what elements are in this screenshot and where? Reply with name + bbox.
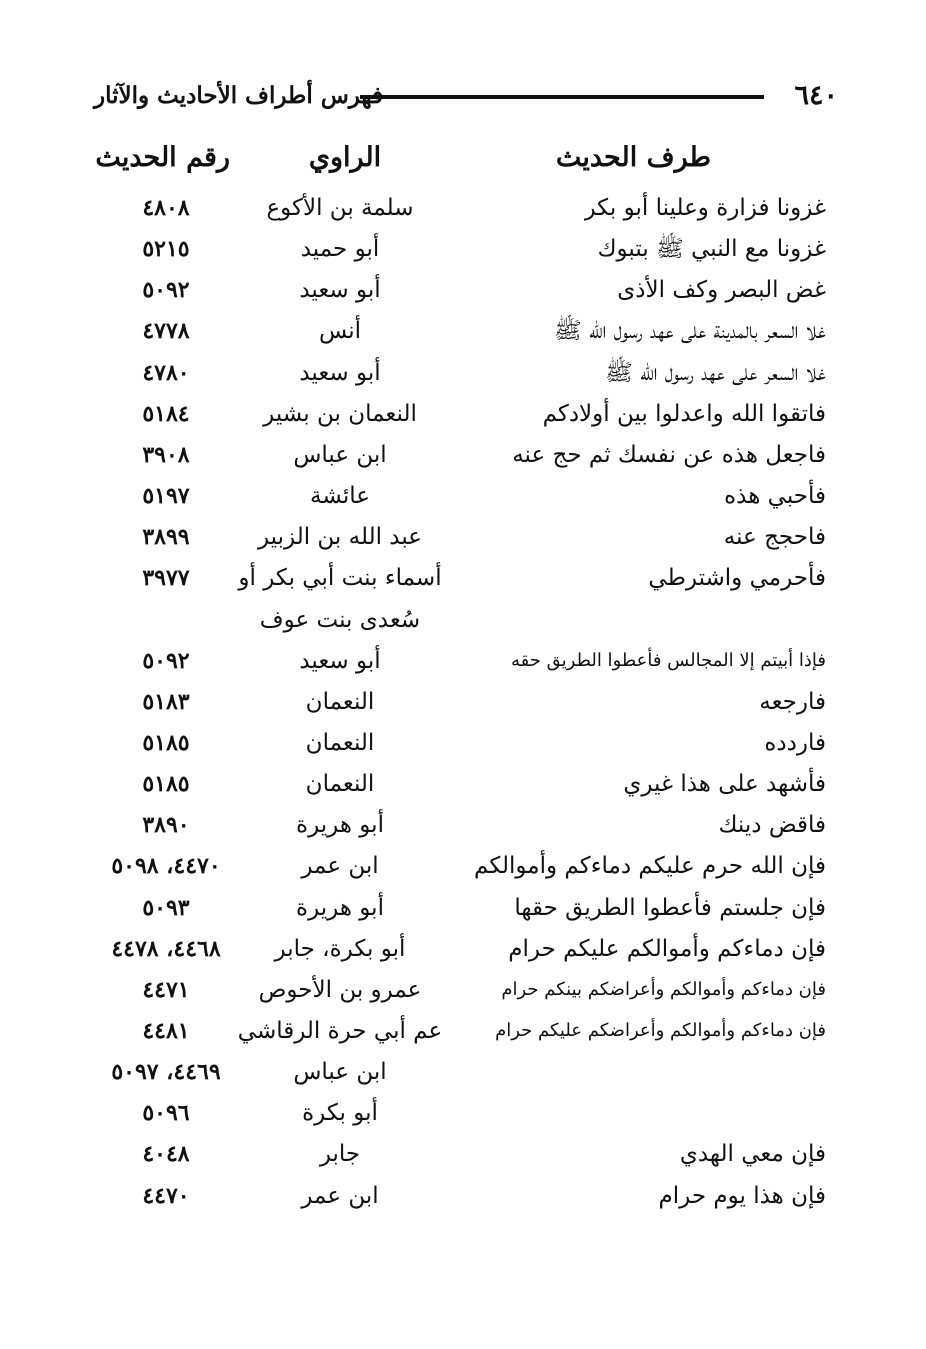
table-row: [0, 764, 926, 804]
narrator: أبو سعيد: [299, 648, 381, 674]
hadith-number: ٥٠٩٢: [142, 277, 190, 303]
hadith-number: ٥١٩٧: [142, 483, 190, 509]
hadith-incipit: غض البصر وكف الأذى: [617, 277, 826, 303]
hadith-incipit: غزونا مع النبي ﷺ بتبوك: [597, 236, 826, 262]
hadith-incipit: غلا السعر بالمدينة على عهد رسول الله ﷺ: [554, 318, 826, 344]
narrator: سُعدى بنت عوف: [259, 607, 421, 633]
table-row: [0, 682, 926, 722]
hadith-number: ٤٠٤٨: [142, 1141, 190, 1167]
hadith-number: ٤٤٧١: [142, 977, 190, 1003]
hadith-number: ٥٠٩٢: [142, 648, 190, 674]
narrator: عمرو بن الأحوص: [258, 977, 422, 1003]
table-row: [0, 435, 926, 475]
table-row: [0, 888, 926, 928]
page-number: ٦٤٠: [794, 80, 838, 111]
table-row: [0, 1052, 926, 1092]
hadith-number: ٥١٨٥: [142, 771, 190, 797]
narrator: أبو حميد: [300, 236, 380, 262]
hadith-incipit: فإن دماءكم وأموالكم عليكم حرام: [508, 936, 826, 962]
hadith-incipit: فإن جلستم فأعطوا الطريق حقها: [514, 895, 826, 921]
table-row: [0, 476, 926, 516]
hadith-incipit: فاقض دينك: [718, 812, 826, 838]
narrator: ابن عمر: [301, 853, 379, 879]
hadith-number: ٤٤٦٨، ٤٤٧٨: [111, 936, 221, 962]
hadith-number: ٥١٨٣: [142, 689, 190, 715]
narrator: أنس: [318, 318, 362, 344]
table-row: [0, 517, 926, 557]
table-row: [0, 723, 926, 763]
hadith-number: ٤٤٧٠: [142, 1183, 190, 1209]
table-row: [0, 188, 926, 228]
hadith-number: ٤٤٨١: [142, 1018, 190, 1044]
table-row: [0, 1011, 926, 1051]
table-row: [0, 641, 926, 681]
hadith-number: ٤٧٨٠: [142, 360, 190, 386]
hadith-number: ٥١٨٤: [142, 401, 190, 427]
hadith-number: ٣٨٩٠: [142, 812, 190, 838]
table-row: [0, 1134, 926, 1174]
hadith-number: ٥١٨٥: [142, 730, 190, 756]
running-title: فهرس أطراف الأحاديث والآثار: [94, 82, 384, 109]
narrator: النعمان: [305, 730, 375, 756]
hadith-incipit: فإن دماءكم وأموالكم وأعراضكم بينكم حرام: [501, 979, 826, 1000]
column-header-number: رقم الحديث: [95, 142, 230, 173]
hadith-incipit: فاحجج عنه: [723, 524, 826, 550]
hadith-incipit: فإذا أبيتم إلا المجالس فأعطوا الطريق حقه: [511, 650, 826, 671]
column-header-narrator: الراوي: [308, 142, 382, 173]
hadith-incipit: غلا السعر على عهد رسول الله ﷺ: [605, 360, 826, 386]
hadith-incipit: فارجعه: [759, 689, 826, 715]
hadith-number: ٤٤٦٩، ٥٠٩٧: [111, 1059, 221, 1085]
table-row: [0, 805, 926, 845]
column-headers: [0, 136, 926, 176]
hadith-incipit: فأحبي هذه: [724, 483, 826, 509]
hadith-incipit: فاردده: [764, 730, 826, 756]
table-row: [0, 1093, 926, 1133]
table-row: [0, 1176, 926, 1216]
narrator: ابن عمر: [301, 1183, 379, 1209]
hadith-incipit: فأحرمي واشترطي: [648, 565, 826, 591]
narrator: سلمة بن الأكوع: [266, 195, 414, 221]
narrator: أسماء بنت أبي بكر أو: [238, 565, 442, 591]
table-row: [0, 229, 926, 269]
narrator: عم أبي حرة الرقاشي: [237, 1018, 443, 1044]
narrator: ابن عباس: [293, 442, 387, 468]
narrator: النعمان: [305, 771, 375, 797]
hadith-incipit: فإن الله حرم عليكم دماءكم وأموالكم: [474, 853, 826, 879]
table-row: [0, 311, 926, 351]
hadith-number: ٤٨٠٨: [142, 195, 190, 221]
narrator: عائشة: [310, 483, 370, 509]
hadith-number: ٤٧٧٨: [142, 318, 190, 344]
hadith-incipit: غزونا فزارة وعلينا أبو بكر: [584, 195, 826, 221]
hadith-incipit: فأشهد على هذا غيري: [623, 771, 826, 797]
table-row: [0, 558, 926, 598]
narrator: أبو هريرة: [296, 812, 384, 838]
table-row: [0, 846, 926, 886]
hadith-number: ٥٠٩٣: [142, 895, 190, 921]
narrator: أبو بكرة، جابر: [274, 936, 406, 962]
hadith-number: ٤٤٧٠، ٥٠٩٨: [111, 853, 221, 879]
hadith-number: ٣٨٩٩: [142, 524, 190, 550]
narrator: أبو سعيد: [299, 360, 381, 386]
narrator: أبو هريرة: [296, 895, 384, 921]
narrator: جابر: [319, 1141, 361, 1167]
hadith-incipit: فاجعل هذه عن نفسك ثم حج عنه: [512, 442, 826, 468]
table-row: [0, 600, 926, 640]
column-header-hadith: طرف الحديث: [555, 142, 711, 173]
narrator: النعمان: [305, 689, 375, 715]
table-row: [0, 270, 926, 310]
table-row: [0, 353, 926, 393]
narrator: ابن عباس: [293, 1059, 387, 1085]
narrator: عبد الله بن الزبير: [257, 524, 423, 550]
narrator: النعمان بن بشير: [263, 401, 417, 427]
running-header: [88, 76, 838, 120]
table-row: [0, 929, 926, 969]
hadith-number: ٣٩٠٨: [142, 442, 190, 468]
hadith-incipit: فاتقوا الله واعدلوا بين أولادكم: [542, 401, 826, 427]
narrator: أبو سعيد: [299, 277, 381, 303]
hadith-number: ٥٠٩٦: [142, 1100, 190, 1126]
table-row: [0, 970, 926, 1010]
table-row: [0, 394, 926, 434]
header-rule: [360, 95, 764, 99]
narrator: أبو بكرة: [302, 1100, 378, 1126]
hadith-number: ٥٢١٥: [142, 236, 190, 262]
hadith-incipit: فإن معي الهدي: [679, 1141, 826, 1167]
hadith-incipit: فإن دماءكم وأموالكم وأعراضكم عليكم حرام: [495, 1020, 826, 1041]
hadith-incipit: فإن هذا يوم حرام: [658, 1183, 826, 1209]
hadith-number: ٣٩٧٧: [142, 565, 190, 591]
